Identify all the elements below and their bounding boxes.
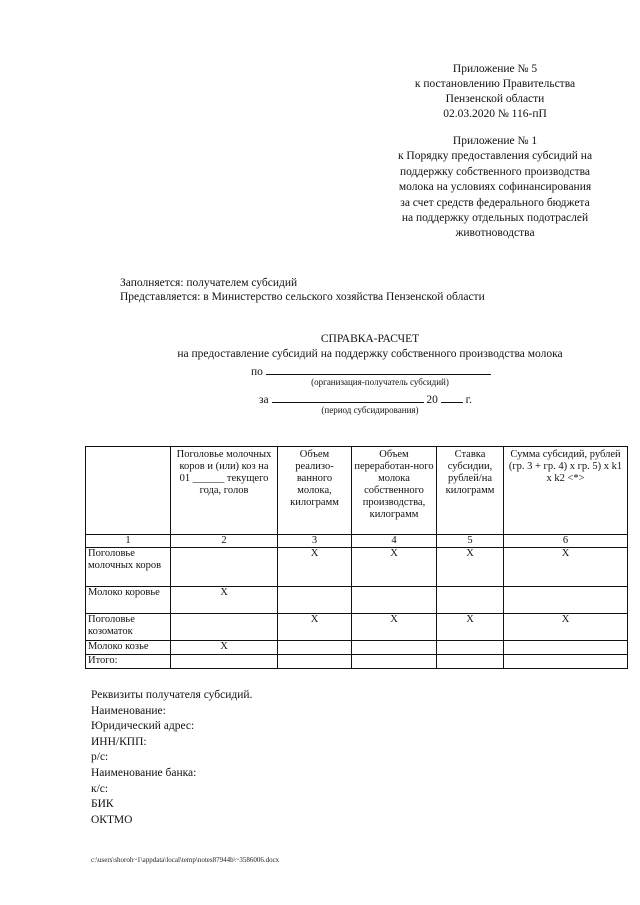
appendix-5-line: 02.03.2020 № 116-пП xyxy=(443,108,547,120)
appendix-1-line: молока на условиях софинансирования xyxy=(398,181,592,194)
calculation-table xyxy=(85,446,628,669)
table-cell[interactable]: X xyxy=(171,587,278,614)
row-label: Итого: xyxy=(86,655,171,669)
table-row xyxy=(86,587,628,614)
row-label: Молоко козье xyxy=(86,641,171,655)
column-number: 4 xyxy=(352,535,437,548)
table-cell[interactable] xyxy=(171,655,278,669)
column-number: 6 xyxy=(504,535,628,548)
table-cell[interactable] xyxy=(278,641,352,655)
table-cell[interactable]: X xyxy=(171,641,278,655)
appendix-5-line: к постановлению Правительства xyxy=(414,78,576,90)
appendix-1-line: Приложение № 1 xyxy=(452,135,538,147)
row-label: Молоко коровье xyxy=(86,587,171,614)
requisites-line: Реквизиты получателя субсидий. xyxy=(91,689,253,701)
appendix-5-block xyxy=(360,62,630,122)
header-cell: Объем реализо-ванного молока, килограмм xyxy=(278,447,352,535)
header-cell: Ставка субсидии, рублей/на килограмм xyxy=(437,447,504,535)
period-field[interactable] xyxy=(272,391,424,403)
table-cell[interactable] xyxy=(437,587,504,614)
appendix-5-line: Приложение № 5 xyxy=(452,63,538,75)
header-cell xyxy=(86,447,171,535)
footer-file-path: c:\users\shoroh~1\appdata\local\temp\notes87944b\~3586006.docx xyxy=(91,856,280,864)
header-cell: Поголовье молочных коров и (или) коз на 01 ______ текущего года, голов xyxy=(171,447,278,535)
requisites-line: Наименование: xyxy=(91,704,166,717)
column-number: 5 xyxy=(437,535,504,548)
document-heading: СПРАВКА-РАСЧЕТ xyxy=(320,333,420,345)
table-cell[interactable]: X xyxy=(437,614,504,641)
table-cell[interactable] xyxy=(437,641,504,655)
period-line xyxy=(259,391,472,406)
year-prefix: 20 xyxy=(426,394,438,406)
appendix-1-line: за счет средств федерального бюджета xyxy=(400,196,590,209)
table-row xyxy=(86,614,628,641)
for-label: за xyxy=(259,394,269,406)
table-cell[interactable] xyxy=(171,614,278,641)
year-suffix: г. xyxy=(465,394,472,406)
requisites-line: р/с: xyxy=(91,751,109,764)
row-label: Поголовье молочных коров xyxy=(86,548,171,587)
table-cell[interactable] xyxy=(171,548,278,587)
period-caption: (период субсидирования) xyxy=(321,405,419,415)
table-cell[interactable] xyxy=(504,641,628,655)
column-number: 1 xyxy=(86,535,171,548)
table-cell[interactable] xyxy=(352,655,437,669)
table-cell[interactable] xyxy=(278,655,352,669)
table-cell[interactable] xyxy=(437,655,504,669)
appendix-1-block xyxy=(360,134,630,242)
table-cell[interactable] xyxy=(352,587,437,614)
appendix-1-line: животноводства xyxy=(455,227,535,240)
filled-by-text: Заполняется: получателем субсидий xyxy=(120,277,298,289)
table-cell[interactable]: X xyxy=(352,614,437,641)
table-cell[interactable]: X xyxy=(278,614,352,641)
requisites-line: ОКТМО xyxy=(91,813,133,826)
requisites-line: Наименование банка: xyxy=(91,766,197,779)
table-row xyxy=(86,548,628,587)
organization-line xyxy=(251,363,491,378)
header-cell: Объем переработан-ного молока собственного производства, килограмм xyxy=(352,447,437,535)
requisites-line: к/с: xyxy=(91,782,109,795)
table-row xyxy=(86,655,628,669)
submitted-to-text: Представляется: в Министерство сельского хозяйства Пензенской области xyxy=(120,291,485,303)
column-number: 2 xyxy=(171,535,278,548)
table-cell[interactable]: X xyxy=(437,548,504,587)
column-number: 3 xyxy=(278,535,352,548)
appendix-1-line: на поддержку отдельных подотраслей xyxy=(401,212,589,225)
table-cell[interactable] xyxy=(504,655,628,669)
requisites-block xyxy=(91,688,252,828)
table-cell[interactable]: X xyxy=(278,548,352,587)
requisites-line: ИНН/КПП: xyxy=(91,735,147,748)
appendix-5-line: Пензенской области xyxy=(445,93,545,105)
table-cell[interactable]: X xyxy=(504,614,628,641)
header-cell: Сумма субсидий, рублей (гр. 3 + гр. 4) x гр. 5) x k1 x k2 <*> xyxy=(504,447,628,535)
organization-field[interactable] xyxy=(266,363,491,375)
appendix-1-line: к Порядку предоставления субсидий на xyxy=(397,150,593,163)
table-cell[interactable] xyxy=(352,641,437,655)
document-subheading: на предоставление субсидий на поддержку собственного производства молока xyxy=(177,348,563,360)
table-cell[interactable] xyxy=(278,587,352,614)
column-number-row xyxy=(86,535,628,548)
table-cell[interactable]: X xyxy=(352,548,437,587)
appendix-1-line: поддержку собственного производства xyxy=(399,165,591,178)
year-field[interactable] xyxy=(441,391,463,403)
requisites-line: БИК xyxy=(91,798,114,811)
by-label: по xyxy=(251,366,263,378)
table-header-row xyxy=(86,447,628,535)
row-label: Поголовье козоматок xyxy=(86,614,171,641)
requisites-line: Юридический адрес: xyxy=(91,720,195,733)
organization-caption: (организация-получатель субсидий) xyxy=(311,377,449,387)
table-cell[interactable] xyxy=(504,587,628,614)
table-cell[interactable]: X xyxy=(504,548,628,587)
table-row xyxy=(86,641,628,655)
